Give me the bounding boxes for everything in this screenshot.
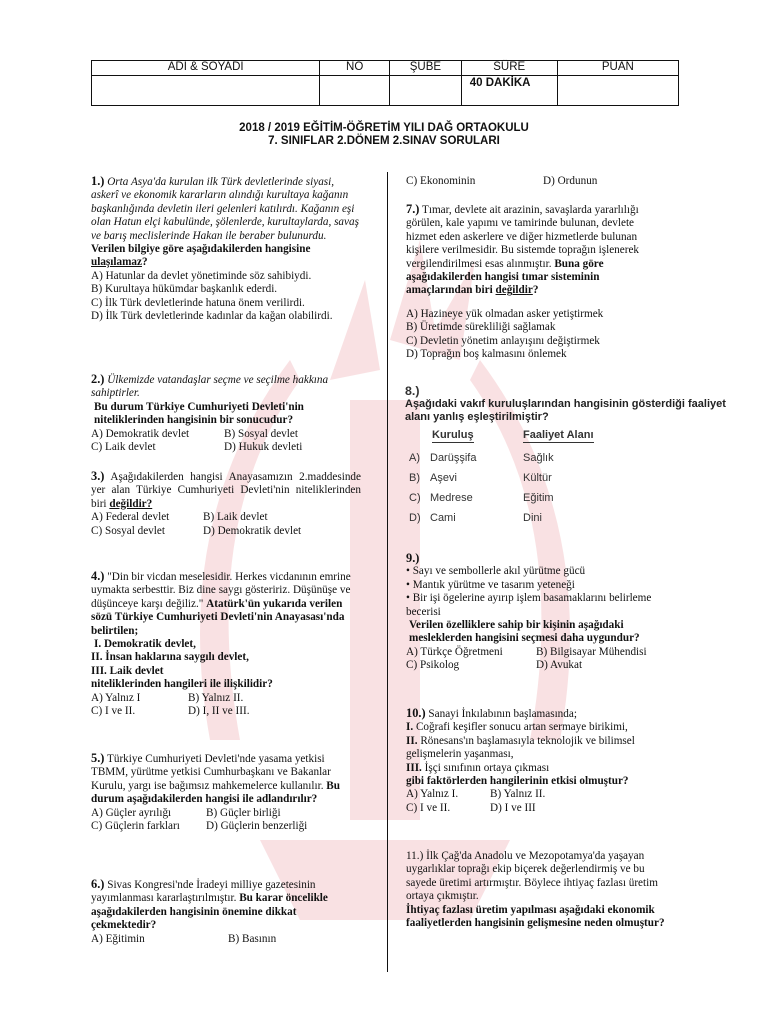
q10-item-2-num: II.: [406, 734, 418, 747]
q8-option-d-label[interactable]: D): [409, 512, 421, 524]
q5-question: Bu durum aşağıdakilerden hangisi ile adlandırılır?: [91, 779, 340, 806]
q5-text: Türkiye Cumhuriyeti Devleti'nde yasama yetkisi TBMM, yürütme yetkisi Cumhurbaşkanı ve Bakanlar Kurulu, yargı ise bağımsız mahkemelerce kullanılır.: [91, 753, 331, 792]
q8-option-c-area: Eğitim: [523, 492, 554, 504]
q2-option-a[interactable]: A) Demokratik devlet: [91, 427, 190, 440]
q8-option-d-area: Dini: [523, 512, 542, 524]
q10-item-3-num: III.: [406, 761, 422, 774]
q2-option-d[interactable]: D) Hukuk devleti: [224, 441, 303, 454]
q8-col-institution: Kuruluş: [432, 429, 474, 443]
q9-number: 9.): [406, 551, 420, 565]
q1-question: Verilen bilgiye göre aşağıdakilerden hangisine: [91, 243, 311, 256]
header-no: NO: [320, 61, 390, 76]
q10-option-c[interactable]: C) I ve II.: [406, 801, 451, 814]
q4-text: "Din bir vicdan meselesidir. Herkes vicdanının emrine uymakta serbesttir. Biz dine saygı gösteririz. Düşünüşe ve düşünceye karşı değiliz.": [91, 571, 351, 610]
q4-option-a[interactable]: A) Yalnız I: [91, 691, 141, 704]
exam-title-line1: 2018 / 2019 EĞİTİM-ÖĞRETİM YILI DAĞ ORTAOKULU: [239, 122, 529, 134]
q1-question-end: ?: [141, 256, 148, 269]
q4-question: niteliklerinden hangileri ile ilişkilidir?: [91, 678, 273, 691]
q1-option-d[interactable]: D) İlk Türk devletlerinde kadınlar da kağan olabilirdi.: [91, 310, 333, 323]
question-10: [406, 707, 674, 815]
q8-col-area: Faaliyet Alanı: [523, 429, 594, 443]
q4-item-2: II. İnsan haklarına saygılı devlet,: [91, 651, 249, 664]
q2-number: 2.): [91, 372, 105, 386]
header-duration: SÜRE: [461, 61, 557, 76]
q4-item-3: III. Laik devlet: [91, 664, 164, 677]
q8-option-a-area: Sağlık: [523, 452, 554, 464]
q10-number: 10.): [406, 706, 426, 720]
q8-option-b-area: Kültür: [523, 472, 552, 484]
q2-question: Bu durum Türkiye Cumhuriyeti Devleti'nin niteliklerinden hangisinin bir sonucudur?: [94, 400, 304, 427]
q6-option-c[interactable]: C) Ekonominin: [406, 175, 476, 187]
q7-question-end: ?: [532, 284, 539, 297]
q9-bullet-3: • Bir işi ögelerine ayırıp işlem basamaklarını belirleme becerisi: [406, 592, 652, 618]
duration-value: 40 DAKİKA: [461, 76, 557, 106]
q2-text: Ülkemizde vatandaşlar seçme ve seçilme hakkına sahiptirler.: [91, 374, 329, 400]
question-3: [91, 470, 361, 538]
q4-number: 4.): [91, 569, 105, 583]
q6-option-d[interactable]: D) Ordunun: [543, 175, 598, 187]
q10-question: gibi faktörlerden hangilerinin etkisi olmuştur?: [406, 775, 629, 788]
q4-text-bold: Atatürk'ün yukarıda verilen sözü Türkiye Cumhuriyeti Devleti'nin Anayasası'nda belirtilen;: [91, 597, 345, 637]
q7-number: 7.): [406, 202, 420, 216]
q3-option-d[interactable]: D) Demokratik devlet: [203, 524, 302, 537]
student-info-table: [91, 60, 679, 106]
q9-option-b[interactable]: B) Bilgisayar Mühendisi: [536, 645, 647, 658]
name-field[interactable]: [92, 76, 320, 106]
q8-option-d-name: Cami: [430, 512, 456, 524]
branch-field[interactable]: [390, 76, 462, 106]
score-field[interactable]: [557, 76, 678, 106]
q8-option-b-name: Aşevi: [430, 472, 457, 484]
q2-option-b[interactable]: B) Sosyal devlet: [224, 427, 298, 440]
q9-bullet-1: • Sayı ve sembollerle akıl yürütme gücü: [406, 565, 586, 578]
header-branch: ŞUBE: [390, 61, 462, 76]
q9-option-c[interactable]: C) Psikolog: [406, 659, 460, 672]
q3-option-b[interactable]: B) Laik devlet: [203, 511, 268, 524]
q8-option-b-label[interactable]: B): [409, 472, 420, 484]
q7-question: Buna göre aşağıdakilerden hangisi tımar sisteminin amaçlarından biri: [406, 257, 604, 297]
question-6-continued: [406, 175, 706, 188]
q3-text: Aşağıdakilerden hangisi Anayasamızın 2.maddesinde yer alan Türkiye Cumhuriyeti Devleti'nin niteliklerinden biri: [91, 471, 361, 510]
q3-text-underlined: değildir?: [109, 497, 153, 510]
q8-option-a-name: Darüşşifa: [430, 452, 477, 464]
q6-option-a[interactable]: A) Eğitimin: [91, 932, 145, 945]
question-5: [91, 752, 361, 833]
column-divider: [387, 172, 388, 972]
q6-option-b[interactable]: B) Basının: [228, 932, 277, 945]
question-8: [405, 382, 745, 532]
q6-text: Sivas Kongresi'nde İradeyi milliye gazetesinin yayımlanması kararlaştırılmıştır.: [91, 879, 316, 905]
q2-option-c[interactable]: C) Laik devlet: [91, 441, 156, 454]
q4-option-d[interactable]: D) I, II ve III.: [188, 705, 250, 718]
q4-option-b[interactable]: B) Yalnız II.: [188, 691, 244, 704]
q7-option-b[interactable]: B) Üretimde sürekliliği sağlamak: [406, 321, 556, 334]
q1-number: 1.): [91, 174, 105, 188]
question-6: [91, 878, 361, 946]
q5-option-d[interactable]: D) Güçlerin benzerliği: [206, 820, 308, 833]
q9-option-a[interactable]: A) Türkçe Öğretmeni: [406, 645, 503, 658]
q1-option-c[interactable]: C) İlk Türk devletlerinde hatuna önem verilirdi.: [91, 296, 305, 309]
q9-question: Verilen özelliklere sahip bir kişinin aşağıdaki mesleklerden hangisini seçmesi daha uygundur?: [409, 619, 640, 645]
q11-text: İlk Çağ'da Anadolu ve Mezopotamya'da yaşayan uygarlıklar toprağı ekip biçerek değerlendirmiş ve bu sayede üretimi artırmıştır. Böylece ihtiyaç fazlası üretim ortaya çıkmıştır.: [406, 850, 658, 903]
q11-question: İhtiyaç fazlası üretim yapılması aşağıdaki ekonomik faaliyetlerden hangisinin gelişmesine neden olmuştur?: [406, 903, 665, 930]
q4-option-c[interactable]: C) I ve II.: [91, 705, 136, 718]
header-score: PUAN: [557, 61, 678, 76]
q3-option-c[interactable]: C) Sosyal devlet: [91, 524, 165, 537]
question-11: [406, 850, 674, 930]
q5-option-b[interactable]: B) Güçler birliği: [206, 806, 281, 819]
q7-question-underlined: değildir: [495, 284, 533, 297]
q1-question-underlined: ulaşılamaz: [91, 256, 142, 269]
header-name: ADI & SOYADI: [92, 61, 320, 76]
q1-option-a[interactable]: A) Hatunlar da devlet yönetiminde söz sahibiydi.: [91, 269, 312, 282]
question-2: [91, 373, 361, 454]
exam-title-line2: 7. SINIFLAR 2.DÖNEM 2.SINAV SORULARI: [268, 135, 500, 147]
question-7: [406, 203, 664, 361]
q10-item-3: İşçi sınıfının ortaya çıkması: [424, 761, 550, 774]
q10-item-1-num: I.: [406, 721, 414, 734]
q1-option-b[interactable]: B) Kurultaya hükümdar başkanlık ederdi.: [91, 283, 278, 296]
q3-option-a[interactable]: A) Federal devlet: [91, 511, 170, 524]
q11-number: 11.): [406, 850, 424, 862]
q5-number: 5.): [91, 751, 105, 765]
question-4: [91, 570, 361, 718]
q1-text: Orta Asya'da kurulan ilk Türk devletlerinde siyasi, askerî ve ekonomik kararların alındığı kurultaya kağanın başkanlığında devletin ileri gelenleri katılırdı. Kağanın eşi olan Hatun elçi kabulünde, şölenlerde, kurultaylarda, savaş ve barış meclislerinde Hakan ile beraber bulunurdu.: [91, 176, 359, 242]
q7-option-a[interactable]: A) Hazineye yük olmadan asker yetiştirmek: [406, 307, 604, 320]
no-field[interactable]: [320, 76, 390, 106]
q7-option-c[interactable]: C) Devletin yönetim anlayışını değiştirmek: [406, 334, 600, 347]
q5-option-c[interactable]: C) Güçlerin farkları: [91, 820, 180, 833]
q10-option-a[interactable]: A) Yalnız I.: [406, 788, 459, 801]
q6-number: 6.): [91, 877, 105, 891]
question-9: [406, 552, 674, 673]
q10-item-1: Coğrafi keşifler sonucu artan sermaye birikimi,: [415, 721, 628, 734]
q9-option-d[interactable]: D) Avukat: [536, 659, 583, 672]
q9-bullet-2: • Mantık yürütme ve tasarım yeteneği: [406, 578, 575, 591]
q3-number: 3.): [91, 469, 105, 483]
q7-option-d[interactable]: D) Toprağın boş kalmasını önlemek: [406, 348, 567, 361]
q8-option-a-label[interactable]: A): [409, 452, 420, 464]
q10-option-b[interactable]: B) Yalnız II.: [490, 788, 546, 801]
q8-question: Aşağıdaki vakıf kuruluşlarından hangisinin gösterdiği faaliyet alanı yanlış eşleştirilmiştir?: [405, 398, 726, 423]
q10-item-2: Rönesans'ın başlamasıyla teknolojik ve bilimsel gelişmelerin yaşanması,: [406, 734, 635, 761]
q10-text: Sanayi İnkılabının başlamasında;: [428, 708, 577, 720]
question-1: [91, 175, 361, 323]
q8-option-c-label[interactable]: C): [409, 492, 421, 504]
q10-option-d[interactable]: D) I ve III: [490, 801, 536, 814]
q8-number: 8.): [405, 384, 420, 398]
q8-option-c-name: Medrese: [430, 492, 473, 504]
q6-question: Bu karar öncelikle aşağıdakilerden hangisinin önemine dikkat çekmektedir?: [91, 892, 328, 932]
q4-item-1: I. Demokratik devlet,: [94, 638, 196, 651]
q7-text: Tımar, devlete ait arazinin, savaşlarda yararlılığı görülen, kale yapımı ve tamirinde bulunan, devlete hizmet eden askerlere ve diğer hizmetlerde bulunan kişilere verilmesidir. Bu sistemde toprağın işlenerek vergilendirilmesi esas alınmıştır.: [406, 204, 640, 270]
q5-option-a[interactable]: A) Güçler ayrılığı: [91, 806, 172, 819]
